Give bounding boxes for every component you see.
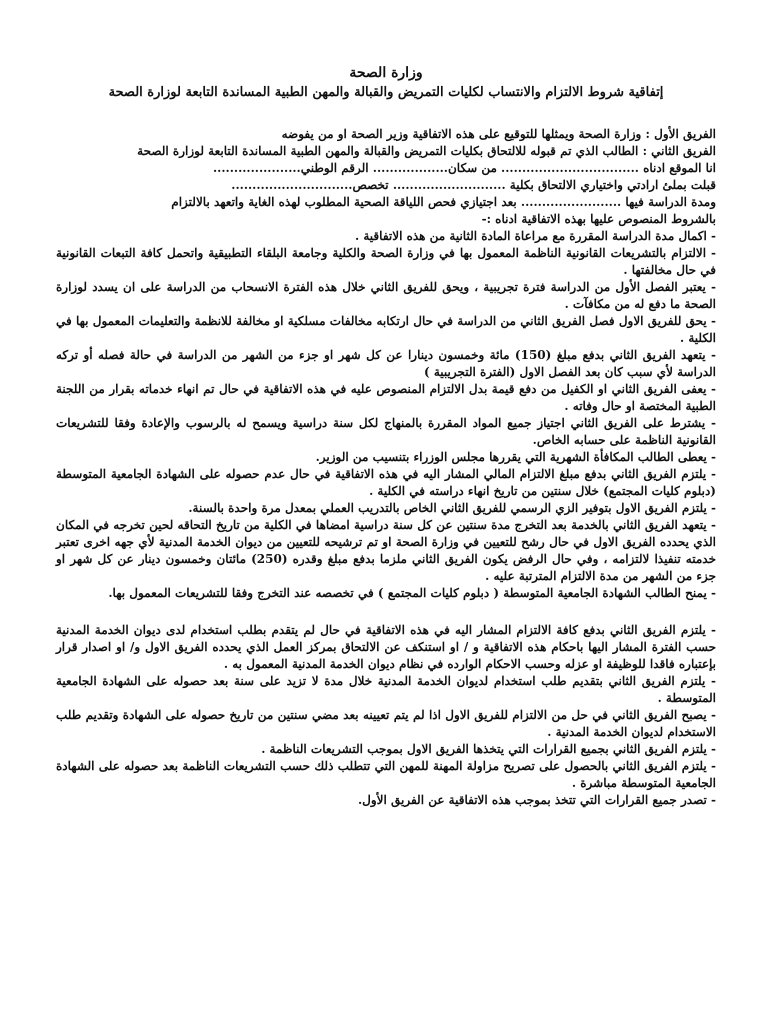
first-party-line: الفريق الأول : وزارة الصحة ويمثلها للتوقيع على هذه الاتفاقية وزير الصحة او من يفوضه [281, 127, 716, 141]
study-duration-line: ومدة الدراسة فيها ........................ بعد اجتيازي فحص اللياقة الصحية المطلوب لهذه الغاية واتعهد بالالتزام [171, 195, 716, 209]
clause-item: - يلتزم الفريق الثاني بجميع القرارات التي يتخذها الفريق الاول بموجب التشريعات الناظمة . [56, 741, 716, 758]
clause-item: - يلتزم الفريق الاول بتوفير الزي الرسمي للفريق الثاني الخاص بالتدريب العملي بمعدل مرة واحدة بالسنة. [56, 500, 716, 517]
clause-item: - يلتزم الفريق الثاني بدفع كافة الالتزام المشار اليه في هذه الاتفاقية في حال لم يتقدم بطلب استخدام لدى ديوان الخدمة المدنية حسب الفترة المشار اليها باحكام هذه الاتفاقية و / او استنكف عن الالتحاق بمركز العمل الذي يحدده الفريق الاول و/ او اصدار قرار بإعتباره فاقدا للوظيفة او عزله وحسب الاحكام الوارده في نظام ديوان الخدمة المدنية المعمول به . [56, 622, 716, 673]
clause-item: - يمنح الطالب الشهادة الجامعية المتوسطة ( دبلوم كليات المجتمع ) في تخصصه عند التخرج وفقا للتشريعات المعمول بها. [56, 585, 716, 602]
conditions-intro-line: بالشروط المنصوص عليها بهذه الاتفاقية ادناه :- [481, 212, 716, 226]
clause-item: - اكمال مدة الدراسة المقررة مع مراعاة المادة الثانية من هذه الاتفاقية . [56, 228, 716, 245]
clause-item: - يصبح الفريق الثاني في حل من الالتزام للفريق الاول اذا لم يتم تعيينه بعد مضي سنتين من تاريخ حصوله على الشهادة وتقديم طلب الاستخدام لديوان الخدمة المدنية . [56, 707, 716, 741]
clause-item: - يلتزم الفريق الثاني بتقديم طلب استخدام لديوان الخدمة المدنية خلال مدة لا تزيد على سنة بعد حصوله على الشهادة الجامعية المتوسطة . [56, 673, 716, 707]
clause-item: - يشترط على الفريق الثاني اجتياز جميع المواد المقررة بالمنهاج لكل سنة دراسية ويسمح له بالرسوب والإعادة وفقا للتشريعات القانونية الناظمة على حسابه الخاص. [56, 415, 716, 449]
clause-item: - يعفى الفريق الثاني او الكفيل من دفع قيمة بدل الالتزام المنصوص عليه في هذه الاتفاقية في حال تم انهاء خدماته بقرار من اللجنة الطبية المختصة او حال وفاته . [56, 381, 716, 415]
section-gap [56, 602, 716, 622]
clauses-list-part1 [56, 228, 716, 602]
clause-item: - يتعهد الفريق الثاني بدفع مبلغ (150) مائة وخمسون دينارا عن كل شهر او جزء من الشهر من الدراسة في حالة فصله أو تركه الدراسة لأي سبب كان بعد الفصل الاول (الفترة التجريبية ) [56, 347, 716, 381]
clause-item: - يحق للفريق الاول فصل الفريق الثاني من الدراسة في حال ارتكابه مخالفات مسلكية او مخالفة للانظمة والتعليمات المعمول بها في الكلية . [56, 313, 716, 347]
second-party-line: الفريق الثاني : الطالب الذي تم قبوله للالتحاق بكليات التمريض والقبالة والمهن الطبية المساندة التابعة لوزارة الصحة [137, 144, 716, 158]
clause-item: - الالتزام بالتشريعات القانونية الناظمة المعمول بها في وزارة الصحة والكلية وجامعة البلقاء التطبيقية واتحمل كافة التبعات القانونية في حال مخالفتها . [56, 245, 716, 279]
ministry-heading: وزارة الصحة [349, 65, 423, 81]
clause-item: - يلتزم الفريق الثاني بدفع مبلغ الالتزام المالي المشار اليه في هذه الاتفاقية في حال عدم حصوله على الشهادة الجامعية المتوسطة (دبلوم كليات المجتمع) خلال سنتين من تاريخ انهاء دراسته في الكلية . [56, 466, 716, 500]
agreement-title: إتفاقية شروط الالتزام والانتساب لكليات التمريض والقبالة والمهن الطبية المساندة التابعة لوزارة الصحة [108, 85, 664, 100]
clause-item: - تصدر جميع القرارات التي تتخذ بموجب هذه الاتفاقية عن الفريق الأول. [56, 792, 716, 809]
clause-item: - يلتزم الفريق الثاني بالحصول على تصريح مزاولة المهنة للمهن التي تتطلب ذلك حسب التشريعات الناظمة بعد حصوله على الشهادة الجامعية المتوسطة مباشرة . [56, 758, 716, 792]
clauses-list-part2 [56, 622, 716, 809]
intro-section [56, 126, 716, 228]
clause-item: - يعطى الطالب المكافأة الشهرية التي يقررها مجلس الوزراء بتنسيب من الوزير. [56, 449, 716, 466]
acceptance-line: قبلت بملئ ارادتي واختياري الالتحاق بكلية ........................... تخصص............................. [231, 178, 716, 192]
clause-item: - يتعهد الفريق الثاني بالخدمة بعد التخرج مدة سنتين عن كل سنة دراسية امضاها في الكلية من تاريخ التحاقه لحين تخرجه في المكان الذي يحدده الفريق الاول في حال رشح للتعيين في وزارة الصحة او تم ترشيحه للتعيين من ديوان الخدمة المدنية لأي جهه اخرى تعتبر خدمته تنفيذا لالتزامه ، وفي حال الرفض يكون الفريق الثاني ملزما بدفع مبلغ وقدره (250) مائتان وخمسون دينار عن كل شهر او جزء من الشهر من مدة الالتزام المترتبة عليه . [56, 517, 716, 585]
clause-item: - يعتبر الفصل الأول من الدراسة فترة تجريبية ، ويحق للفريق الثاني خلال هذه الفترة الانسحاب من الدراسة على ان يسدد لوزارة الصحة ما دفع له من مكافآت . [56, 279, 716, 313]
signatory-line: انا الموقع ادناه ................................. من سكان.................. الرقم الوطني..................... [213, 161, 716, 175]
